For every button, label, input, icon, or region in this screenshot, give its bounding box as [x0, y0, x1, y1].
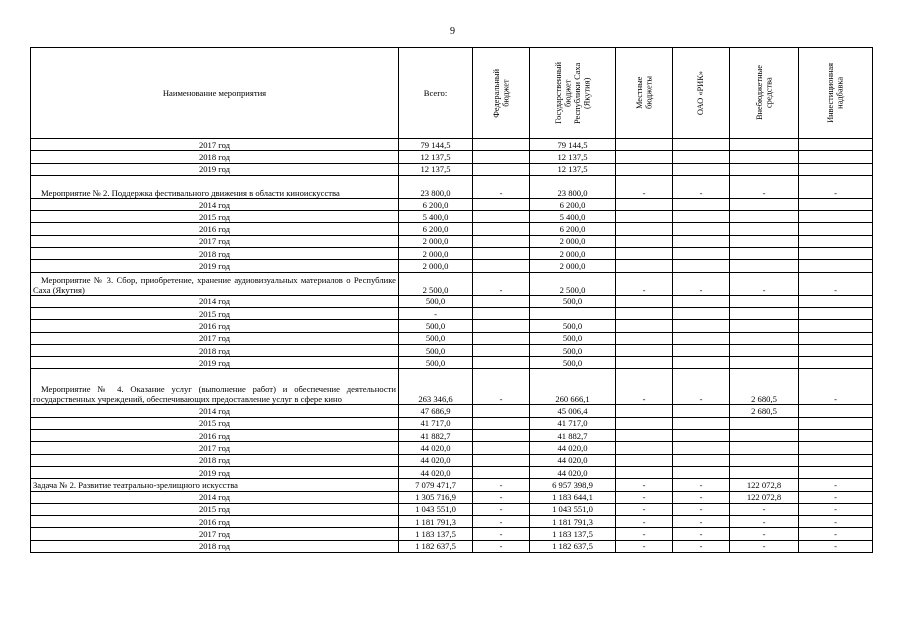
row-rik [673, 454, 730, 466]
table-row [31, 454, 873, 466]
row-local [616, 235, 673, 247]
row-invest [799, 151, 873, 163]
row-federal [473, 442, 530, 454]
row-rik: - [673, 528, 730, 540]
row-name: 2018 год [31, 151, 399, 163]
row-invest: - [799, 479, 873, 491]
row-rik [673, 260, 730, 272]
row-rik [673, 430, 730, 442]
header-federal-label: Федеральный бюджет [491, 68, 510, 118]
row-extra [730, 223, 799, 235]
row-local [616, 405, 673, 417]
row-total: 12 137,5 [399, 163, 473, 175]
row-local: - [616, 479, 673, 491]
row-extra [730, 235, 799, 247]
row-state: 500,0 [530, 357, 616, 369]
budget-table [30, 47, 873, 553]
row-total: 2 500,0 [399, 272, 473, 295]
header-invest [799, 48, 873, 139]
row-name: 2017 год [31, 332, 399, 344]
header-state [530, 48, 616, 139]
table-row [31, 307, 873, 319]
row-total: 1 043 551,0 [399, 503, 473, 515]
header-federal [473, 48, 530, 139]
row-rik: - [673, 369, 730, 405]
header-local-label: Местные бюджеты [634, 76, 653, 110]
row-rik [673, 235, 730, 247]
row-local [616, 223, 673, 235]
row-extra [730, 332, 799, 344]
row-name: 2014 год [31, 198, 399, 210]
row-total: 1 183 137,5 [399, 528, 473, 540]
row-total: 263 346,6 [399, 369, 473, 405]
row-local [616, 295, 673, 307]
row-local [616, 198, 673, 210]
row-federal [473, 417, 530, 429]
row-name: Мероприятие № 2. Поддержка фестивального движения в области киноискусства [31, 175, 399, 198]
row-name: 2015 год [31, 211, 399, 223]
row-rik [673, 248, 730, 260]
row-invest [799, 139, 873, 151]
row-name: 2016 год [31, 320, 399, 332]
row-local: - [616, 516, 673, 528]
table-row [31, 540, 873, 552]
row-invest: - [799, 540, 873, 552]
header-total: Всего: [399, 48, 473, 139]
row-rik: - [673, 272, 730, 295]
row-rik [673, 417, 730, 429]
row-invest: - [799, 272, 873, 295]
row-federal: - [473, 540, 530, 552]
row-extra: 2 680,5 [730, 405, 799, 417]
row-invest [799, 357, 873, 369]
row-total: 44 020,0 [399, 466, 473, 478]
row-local [616, 357, 673, 369]
row-extra [730, 454, 799, 466]
row-state: 41 882,7 [530, 430, 616, 442]
row-extra [730, 320, 799, 332]
row-total: 41 717,0 [399, 417, 473, 429]
row-federal [473, 454, 530, 466]
row-rik [673, 151, 730, 163]
table-row [31, 320, 873, 332]
row-state: 6 200,0 [530, 223, 616, 235]
row-federal: - [473, 175, 530, 198]
row-federal: - [473, 528, 530, 540]
table-row [31, 491, 873, 503]
row-federal [473, 223, 530, 235]
row-state: 23 800,0 [530, 175, 616, 198]
row-extra [730, 139, 799, 151]
header-name: Наименование мероприятия [31, 48, 399, 139]
row-name: 2019 год [31, 260, 399, 272]
row-federal [473, 151, 530, 163]
row-invest: - [799, 528, 873, 540]
row-state: 6 200,0 [530, 198, 616, 210]
row-extra: 2 680,5 [730, 369, 799, 405]
header-rik-label: ОАО «РИК» [696, 70, 706, 116]
row-state: 500,0 [530, 295, 616, 307]
row-total: 5 400,0 [399, 211, 473, 223]
row-total: 6 200,0 [399, 223, 473, 235]
row-name: 2015 год [31, 417, 399, 429]
row-federal [473, 320, 530, 332]
row-invest [799, 320, 873, 332]
row-local [616, 211, 673, 223]
row-total: 500,0 [399, 320, 473, 332]
row-state: 44 020,0 [530, 466, 616, 478]
row-local: - [616, 272, 673, 295]
row-extra: - [730, 528, 799, 540]
row-rik: - [673, 516, 730, 528]
row-total: 1 181 791,3 [399, 516, 473, 528]
row-name: 2017 год [31, 139, 399, 151]
row-invest: - [799, 369, 873, 405]
row-state: 500,0 [530, 320, 616, 332]
table-row [31, 357, 873, 369]
row-state: 5 400,0 [530, 211, 616, 223]
row-extra [730, 163, 799, 175]
header-state-label: Государственный бюджет Республики Саха (Якутия) [553, 61, 591, 124]
row-rik [673, 223, 730, 235]
table-row [31, 272, 873, 295]
row-total: 1 305 716,9 [399, 491, 473, 503]
row-extra [730, 442, 799, 454]
row-name: 2014 год [31, 295, 399, 307]
header-local [616, 48, 673, 139]
row-name: 2017 год [31, 442, 399, 454]
row-extra [730, 248, 799, 260]
header-rik [673, 48, 730, 139]
row-invest [799, 198, 873, 210]
row-total: 2 000,0 [399, 248, 473, 260]
row-federal [473, 430, 530, 442]
row-local [616, 248, 673, 260]
row-federal [473, 139, 530, 151]
row-extra [730, 151, 799, 163]
row-total: 23 800,0 [399, 175, 473, 198]
row-federal: - [473, 516, 530, 528]
row-federal [473, 357, 530, 369]
row-local: - [616, 540, 673, 552]
row-name: 2014 год [31, 405, 399, 417]
row-invest [799, 163, 873, 175]
table-row [31, 442, 873, 454]
row-state: 44 020,0 [530, 442, 616, 454]
row-total: 12 137,5 [399, 151, 473, 163]
row-state: 2 000,0 [530, 260, 616, 272]
row-local [616, 163, 673, 175]
row-invest [799, 248, 873, 260]
row-state: 41 717,0 [530, 417, 616, 429]
row-total: 500,0 [399, 332, 473, 344]
row-total: 6 200,0 [399, 198, 473, 210]
row-federal [473, 260, 530, 272]
row-extra: - [730, 503, 799, 515]
row-total: 7 079 471,7 [399, 479, 473, 491]
table-row [31, 503, 873, 515]
row-state: 260 666,1 [530, 369, 616, 405]
row-local: - [616, 491, 673, 503]
row-local: - [616, 369, 673, 405]
row-total: 47 686,9 [399, 405, 473, 417]
row-name: 2014 год [31, 491, 399, 503]
row-local [616, 466, 673, 478]
row-rik [673, 320, 730, 332]
row-invest: - [799, 516, 873, 528]
header-extra [730, 48, 799, 139]
row-state [530, 307, 616, 319]
row-rik [673, 405, 730, 417]
row-rik [673, 295, 730, 307]
row-invest: - [799, 175, 873, 198]
row-name: 2016 год [31, 516, 399, 528]
row-state: 12 137,5 [530, 151, 616, 163]
table-row [31, 516, 873, 528]
row-state: 2 000,0 [530, 235, 616, 247]
row-invest [799, 211, 873, 223]
row-name: 2016 год [31, 223, 399, 235]
row-name: 2018 год [31, 540, 399, 552]
row-invest [799, 223, 873, 235]
row-federal [473, 332, 530, 344]
row-extra [730, 260, 799, 272]
row-federal [473, 211, 530, 223]
table-row [31, 151, 873, 163]
row-name: 2019 год [31, 466, 399, 478]
row-state: 12 137,5 [530, 163, 616, 175]
table-row [31, 139, 873, 151]
row-extra [730, 357, 799, 369]
row-rik: - [673, 479, 730, 491]
row-extra: 122 072,8 [730, 491, 799, 503]
row-rik [673, 442, 730, 454]
row-invest [799, 454, 873, 466]
row-extra: 122 072,8 [730, 479, 799, 491]
row-invest [799, 307, 873, 319]
row-total: - [399, 307, 473, 319]
row-state: 500,0 [530, 332, 616, 344]
row-state: 1 181 791,3 [530, 516, 616, 528]
row-extra: - [730, 272, 799, 295]
row-invest [799, 332, 873, 344]
row-total: 79 144,5 [399, 139, 473, 151]
row-invest [799, 295, 873, 307]
row-federal: - [473, 491, 530, 503]
row-name: 2016 год [31, 430, 399, 442]
row-rik [673, 332, 730, 344]
table-row [31, 163, 873, 175]
row-state: 1 183 137,5 [530, 528, 616, 540]
row-local [616, 454, 673, 466]
row-invest [799, 235, 873, 247]
row-extra [730, 198, 799, 210]
row-state: 44 020,0 [530, 454, 616, 466]
table-row [31, 528, 873, 540]
row-federal [473, 307, 530, 319]
row-state: 45 006,4 [530, 405, 616, 417]
table-row [31, 332, 873, 344]
row-state: 6 957 398,9 [530, 479, 616, 491]
row-federal [473, 235, 530, 247]
row-state: 1 182 637,5 [530, 540, 616, 552]
row-extra [730, 307, 799, 319]
row-total: 500,0 [399, 357, 473, 369]
table-row [31, 405, 873, 417]
header-row [31, 48, 873, 139]
row-local [616, 442, 673, 454]
row-total: 44 020,0 [399, 442, 473, 454]
table-row [31, 344, 873, 356]
table-row [31, 479, 873, 491]
row-invest [799, 405, 873, 417]
row-invest [799, 417, 873, 429]
row-total: 41 882,7 [399, 430, 473, 442]
row-local [616, 320, 673, 332]
row-local [616, 430, 673, 442]
row-local [616, 344, 673, 356]
row-local [616, 260, 673, 272]
row-name: 2019 год [31, 163, 399, 175]
row-extra: - [730, 540, 799, 552]
row-federal [473, 163, 530, 175]
row-name: 2015 год [31, 503, 399, 515]
row-local [616, 332, 673, 344]
row-federal: - [473, 272, 530, 295]
table-row [31, 248, 873, 260]
row-invest [799, 442, 873, 454]
row-rik [673, 211, 730, 223]
table-row [31, 175, 873, 198]
row-federal: - [473, 369, 530, 405]
row-rik: - [673, 175, 730, 198]
row-rik [673, 139, 730, 151]
row-name: 2019 год [31, 357, 399, 369]
row-name: Мероприятие № 4. Оказание услуг (выполнение работ) и обеспечение деятельности государственных учреждений, обеспечивающих предоставление услуг в сфере кино [31, 369, 399, 405]
row-local [616, 307, 673, 319]
row-total: 500,0 [399, 295, 473, 307]
row-name: Мероприятие № 3. Сбор, приобретение, хранение аудиовизуальных материалов о Республике Саха (Якутия) [31, 272, 399, 295]
row-name: 2018 год [31, 344, 399, 356]
row-invest: - [799, 503, 873, 515]
row-rik [673, 357, 730, 369]
row-rik: - [673, 503, 730, 515]
table-row [31, 223, 873, 235]
row-state: 79 144,5 [530, 139, 616, 151]
row-federal [473, 466, 530, 478]
table-row [31, 466, 873, 478]
row-extra [730, 295, 799, 307]
row-total: 1 182 637,5 [399, 540, 473, 552]
row-invest [799, 466, 873, 478]
row-federal [473, 248, 530, 260]
table-row [31, 211, 873, 223]
row-total: 44 020,0 [399, 454, 473, 466]
row-local [616, 417, 673, 429]
row-state: 1 183 644,1 [530, 491, 616, 503]
table-row [31, 417, 873, 429]
row-rik [673, 466, 730, 478]
table-row [31, 198, 873, 210]
row-local [616, 151, 673, 163]
table-row [31, 235, 873, 247]
row-name: Задача № 2. Развитие театрально-зрелищного искусства [31, 479, 399, 491]
row-invest [799, 344, 873, 356]
row-rik [673, 163, 730, 175]
row-state: 500,0 [530, 344, 616, 356]
table-row [31, 369, 873, 405]
row-extra [730, 430, 799, 442]
row-local: - [616, 528, 673, 540]
row-federal [473, 344, 530, 356]
row-local: - [616, 175, 673, 198]
row-extra [730, 344, 799, 356]
page-number: 9 [450, 26, 455, 37]
row-invest [799, 260, 873, 272]
row-name: 2017 год [31, 528, 399, 540]
row-rik [673, 307, 730, 319]
row-state: 1 043 551,0 [530, 503, 616, 515]
row-federal: - [473, 503, 530, 515]
table-row [31, 430, 873, 442]
row-name: 2015 год [31, 307, 399, 319]
row-rik [673, 198, 730, 210]
table-row [31, 295, 873, 307]
row-name: 2018 год [31, 454, 399, 466]
row-local: - [616, 503, 673, 515]
row-state: 2 000,0 [530, 248, 616, 260]
row-rik [673, 344, 730, 356]
row-federal [473, 405, 530, 417]
row-local [616, 139, 673, 151]
row-state: 2 500,0 [530, 272, 616, 295]
row-extra [730, 417, 799, 429]
row-name: 2017 год [31, 235, 399, 247]
row-rik: - [673, 491, 730, 503]
row-extra [730, 466, 799, 478]
row-invest: - [799, 491, 873, 503]
row-name: 2018 год [31, 248, 399, 260]
row-extra [730, 211, 799, 223]
row-invest [799, 430, 873, 442]
row-extra: - [730, 516, 799, 528]
row-rik: - [673, 540, 730, 552]
row-federal: - [473, 479, 530, 491]
row-total: 2 000,0 [399, 260, 473, 272]
row-total: 2 000,0 [399, 235, 473, 247]
table-row [31, 260, 873, 272]
row-federal [473, 198, 530, 210]
header-invest-label: Инвестиционная надбавка [826, 63, 845, 123]
row-federal [473, 295, 530, 307]
row-extra: - [730, 175, 799, 198]
header-extra-label: Внебюджетные средства [754, 65, 773, 121]
row-total: 500,0 [399, 344, 473, 356]
